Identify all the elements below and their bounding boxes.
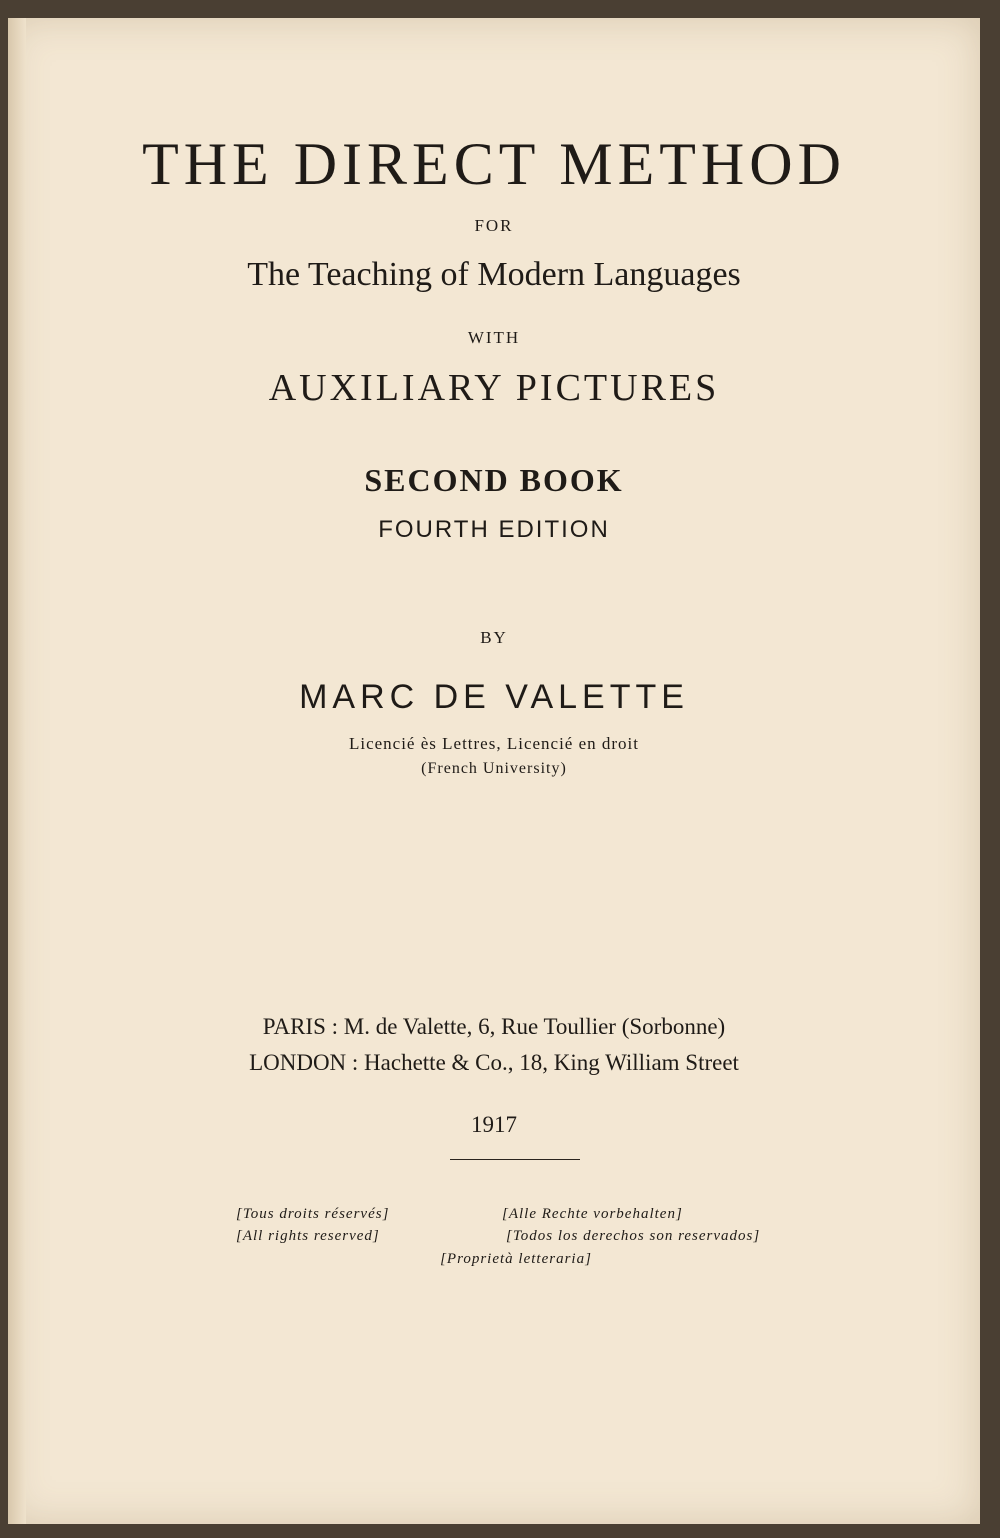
for-label: FOR — [474, 216, 514, 235]
rights-english: [All rights reserved] — [236, 1228, 380, 1244]
author-university: (French University) — [421, 760, 567, 777]
with-label: WITH — [467, 328, 521, 347]
book-number: SECOND BOOK — [364, 462, 624, 498]
publisher-paris: PARIS : M. de Valette, 6, Rue Toullier (Sorbonne) — [262, 1014, 726, 1039]
rights-french: [Tous droits réservés] — [236, 1206, 390, 1222]
publisher-london: LONDON : Hachette & Co., 18, King William Street — [249, 1050, 739, 1075]
rights-german: [Alle Rechte vorbehalten] — [502, 1206, 683, 1222]
rights-italian: [Proprietà letteraria] — [440, 1251, 592, 1267]
publication-year: 1917 — [471, 1112, 517, 1137]
rights-spanish: [Todos los derechos son reservados] — [506, 1228, 761, 1244]
by-label: BY — [480, 628, 508, 647]
title-page — [8, 18, 980, 1524]
edition-label: FOURTH EDITION — [378, 516, 610, 543]
author-name: MARC DE VALETTE — [299, 678, 689, 716]
book-title: THE DIRECT METHOD — [142, 131, 846, 197]
book-subtitle: The Teaching of Modern Languages — [247, 256, 741, 293]
author-degrees: Licencié ès Lettres, Licencié en droit — [348, 734, 640, 753]
divider-rule — [450, 1159, 580, 1160]
auxiliary-pictures-heading: AUXILIARY PICTURES — [268, 367, 720, 409]
